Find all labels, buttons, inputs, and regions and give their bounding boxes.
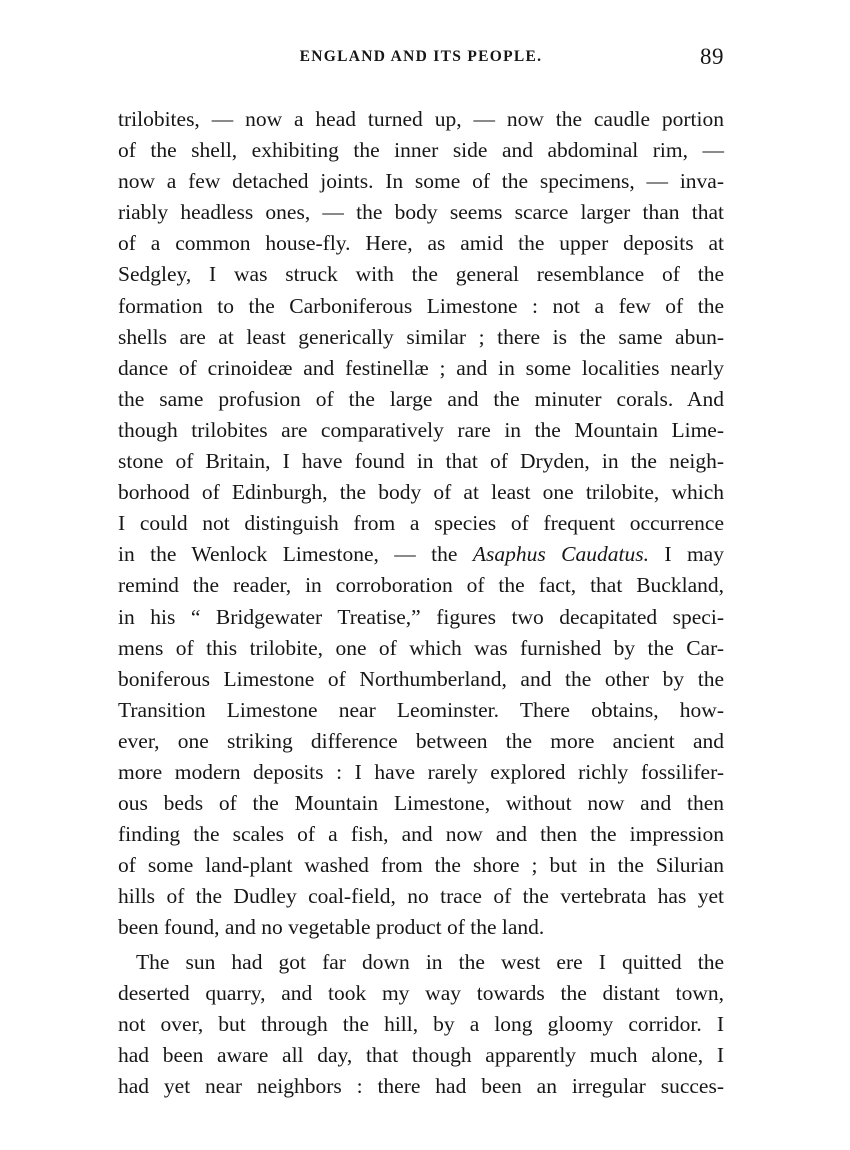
text-line: Transition Limestone near Leominster. There obtains, how-: [118, 697, 724, 722]
running-head: [118, 44, 724, 74]
text-line: not over, but through the hill, by a long gloomy corridor. I: [118, 1011, 724, 1036]
text-line: deserted quarry, and took my way towards the distant town,: [118, 980, 724, 1005]
text-line: been found, and no vegetable product of the land.: [118, 915, 545, 940]
text-line: formation to the Carboniferous Limestone : not a few of the: [118, 293, 724, 318]
text-line: finding the scales of a fish, and now and then the impression: [118, 822, 724, 847]
text-line: dance of crinoideæ and festinellæ ; and in some localities nearly: [118, 355, 724, 380]
text-line: shells are at least generically similar ; there is the same abun-: [118, 324, 724, 349]
text-line: riably headless ones, — the body seems scarce larger than that: [118, 200, 724, 225]
text-line: The sun had got far down in the west ere I quitted the: [136, 949, 724, 974]
text-line: Sedgley, I was struck with the general resemblance of the: [118, 262, 724, 287]
running-title: ENGLAND AND ITS PEOPLE.: [299, 48, 543, 65]
paragraph-2: [118, 947, 724, 1102]
text-line: ous beds of the Mountain Limestone, without now and then: [118, 791, 724, 816]
text-line: borhood of Edinburgh, the body of at least one trilobite, which: [118, 480, 724, 505]
text-line: more modern deposits : I have rarely explored richly fossilifer-: [118, 759, 724, 784]
text-line: hills of the Dudley coal-field, no trace of the vertebrata has yet: [118, 884, 724, 909]
body-text: [118, 104, 724, 1102]
text-line: though trilobites are comparatively rare in the Mountain Lime-: [118, 417, 724, 442]
text-line: had yet near neighbors : there had been an irregular succes-: [118, 1073, 724, 1098]
text-line: had been aware all day, that though apparently much alone, I: [118, 1042, 724, 1067]
text-line: in his “ Bridgewater Treatise,” figures two decapitated speci-: [118, 604, 724, 629]
page-number: 89: [700, 44, 724, 69]
text-line: stone of Britain, I have found in that of Dryden, in the neigh-: [118, 449, 724, 474]
text-line: remind the reader, in corroboration of the fact, that Buckland,: [118, 573, 724, 598]
text-line: of the shell, exhibiting the inner side and abdominal rim, —: [118, 138, 724, 163]
paragraph-1: [118, 104, 724, 944]
text-line: ever, one striking difference between the more ancient and: [118, 728, 724, 753]
text-line: I could not distinguish from a species of frequent occurrence: [118, 511, 724, 536]
text-line: in the Wenlock Limestone, — the Asaphus Caudatus. I may: [118, 542, 724, 567]
italic-species-name: Asaphus Caudatus.: [472, 542, 649, 567]
text-line: mens of this trilobite, one of which was furnished by the Car-: [118, 635, 724, 660]
text-line: boniferous Limestone of Northumberland, and the other by the: [118, 666, 724, 691]
text-line: now a few detached joints. In some of the specimens, — inva-: [118, 169, 724, 194]
text-line: of some land-plant washed from the shore ; but in the Silurian: [118, 853, 724, 878]
text-line: the same profusion of the large and the minuter corals. And: [118, 386, 724, 411]
text-line: of a common house-fly. Here, as amid the upper deposits at: [118, 231, 724, 256]
text-line: trilobites, — now a head turned up, — now the caudle portion: [118, 107, 724, 131]
